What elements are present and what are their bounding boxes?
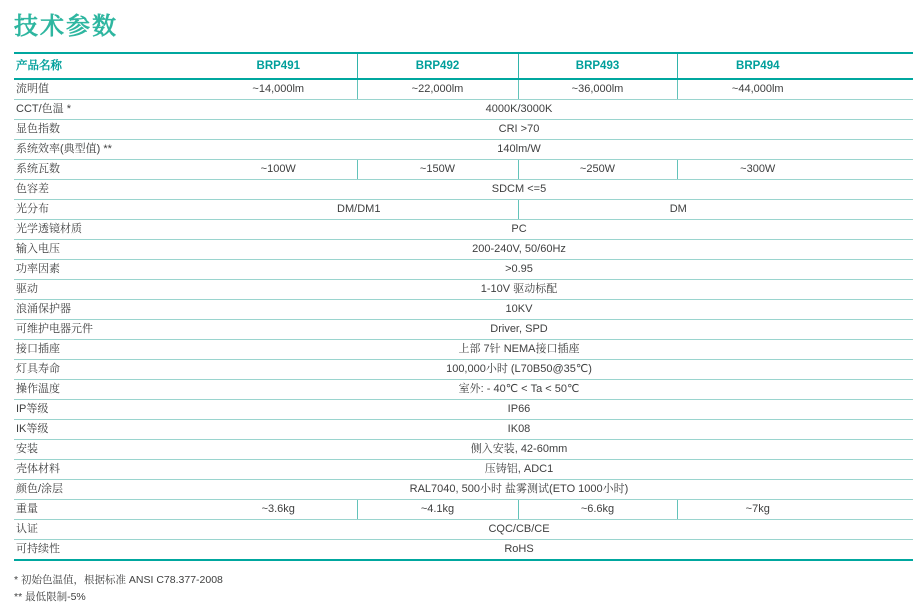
table-row bbox=[14, 180, 913, 200]
row-value: ~14,000lm bbox=[200, 79, 357, 100]
row-filler bbox=[838, 300, 913, 320]
row-filler bbox=[838, 420, 913, 440]
row-label: 输入电压 bbox=[14, 240, 200, 260]
table-row bbox=[14, 260, 913, 280]
footnotes bbox=[14, 572, 913, 606]
row-label: 驱动 bbox=[14, 280, 200, 300]
row-value: ~150W bbox=[357, 160, 518, 180]
table-row bbox=[14, 120, 913, 140]
table-row bbox=[14, 340, 913, 360]
row-filler bbox=[838, 260, 913, 280]
table-row bbox=[14, 500, 913, 520]
row-filler bbox=[838, 280, 913, 300]
row-filler bbox=[838, 340, 913, 360]
row-value: 室外: - 40℃ < Ta < 50℃ bbox=[200, 380, 838, 400]
row-label: 色容差 bbox=[14, 180, 200, 200]
row-filler bbox=[838, 160, 913, 180]
header-product-brp494: BRP494 bbox=[677, 53, 838, 79]
table-row bbox=[14, 79, 913, 100]
header-filler bbox=[838, 53, 913, 79]
row-value: RoHS bbox=[200, 540, 838, 561]
row-label: 灯具寿命 bbox=[14, 360, 200, 380]
row-value: ~100W bbox=[200, 160, 357, 180]
table-row bbox=[14, 540, 913, 561]
row-value: ~250W bbox=[518, 160, 677, 180]
row-label: IP等级 bbox=[14, 400, 200, 420]
table-row bbox=[14, 300, 913, 320]
row-value: 100,000小时 (L70B50@35℃) bbox=[200, 360, 838, 380]
row-value: 侧入安装, 42-60mm bbox=[200, 440, 838, 460]
row-value: 压铸铝, ADC1 bbox=[200, 460, 838, 480]
row-label: 光分布 bbox=[14, 200, 200, 220]
spec-table bbox=[14, 52, 913, 561]
row-value: ~44,000lm bbox=[677, 79, 838, 100]
footnote-cct: * 初始色温值，根据标准 ANSI C78.377-2008 bbox=[14, 574, 223, 586]
row-filler bbox=[838, 440, 913, 460]
row-value: ~7kg bbox=[677, 500, 838, 520]
header-product-brp492: BRP492 bbox=[357, 53, 518, 79]
row-value: ~6.6kg bbox=[518, 500, 677, 520]
row-label: 系统效率(典型值) ** bbox=[14, 140, 200, 160]
row-filler bbox=[838, 460, 913, 480]
table-row bbox=[14, 220, 913, 240]
row-label: CCT/色温 * bbox=[14, 100, 200, 120]
row-label: 可维护电器元件 bbox=[14, 320, 200, 340]
row-value: 4000K/3000K bbox=[200, 100, 838, 120]
row-value: IP66 bbox=[200, 400, 838, 420]
table-header-row bbox=[14, 53, 913, 79]
row-filler bbox=[838, 520, 913, 540]
row-filler bbox=[838, 220, 913, 240]
table-row bbox=[14, 280, 913, 300]
row-filler bbox=[838, 100, 913, 120]
table-row bbox=[14, 420, 913, 440]
row-value: ~3.6kg bbox=[200, 500, 357, 520]
row-filler bbox=[838, 140, 913, 160]
row-value: ~36,000lm bbox=[518, 79, 677, 100]
table-row bbox=[14, 400, 913, 420]
row-filler bbox=[838, 400, 913, 420]
table-row bbox=[14, 320, 913, 340]
row-value: 200-240V, 50/60Hz bbox=[200, 240, 838, 260]
table-row bbox=[14, 520, 913, 540]
table-row bbox=[14, 380, 913, 400]
row-value: 上部 7针 NEMA接口插座 bbox=[200, 340, 838, 360]
row-label: 显色指数 bbox=[14, 120, 200, 140]
table-row bbox=[14, 140, 913, 160]
row-filler bbox=[838, 360, 913, 380]
row-value: >0.95 bbox=[200, 260, 838, 280]
row-label: 接口插座 bbox=[14, 340, 200, 360]
page-title: 技术参数 bbox=[14, 13, 118, 40]
row-value: 10KV bbox=[200, 300, 838, 320]
row-value: 1-10V 驱动标配 bbox=[200, 280, 838, 300]
row-filler bbox=[838, 180, 913, 200]
row-value: DM/DM1 bbox=[200, 200, 518, 220]
footnote-efficiency: ** 最低限制-5% bbox=[14, 591, 86, 603]
header-product-name: 产品名称 bbox=[14, 53, 200, 79]
row-filler bbox=[838, 320, 913, 340]
row-label: 功率因素 bbox=[14, 260, 200, 280]
row-value: RAL7040, 500小时 盐雾测试(ETO 1000小时) bbox=[200, 480, 838, 500]
row-value: SDCM <=5 bbox=[200, 180, 838, 200]
row-label: 认证 bbox=[14, 520, 200, 540]
row-value: 140lm/W bbox=[200, 140, 838, 160]
row-value: ~4.1kg bbox=[357, 500, 518, 520]
row-label: 光学透镜材质 bbox=[14, 220, 200, 240]
row-label: 可持续性 bbox=[14, 540, 200, 561]
row-label: 安装 bbox=[14, 440, 200, 460]
row-filler bbox=[838, 79, 913, 100]
table-row bbox=[14, 160, 913, 180]
header-product-brp491: BRP491 bbox=[200, 53, 357, 79]
row-filler bbox=[838, 240, 913, 260]
row-label: 颜色/涂层 bbox=[14, 480, 200, 500]
table-row bbox=[14, 480, 913, 500]
row-value: ~300W bbox=[677, 160, 838, 180]
row-label: 重量 bbox=[14, 500, 200, 520]
row-label: 系统瓦数 bbox=[14, 160, 200, 180]
row-label: 浪涌保护器 bbox=[14, 300, 200, 320]
row-filler bbox=[838, 200, 913, 220]
row-value: Driver, SPD bbox=[200, 320, 838, 340]
table-row bbox=[14, 440, 913, 460]
row-value: ~22,000lm bbox=[357, 79, 518, 100]
table-row bbox=[14, 200, 913, 220]
row-value: CRI >70 bbox=[200, 120, 838, 140]
row-value: DM bbox=[518, 200, 838, 220]
row-value: IK08 bbox=[200, 420, 838, 440]
header-product-brp493: BRP493 bbox=[518, 53, 677, 79]
row-value: PC bbox=[200, 220, 838, 240]
row-label: 流明值 bbox=[14, 79, 200, 100]
row-label: IK等级 bbox=[14, 420, 200, 440]
table-row bbox=[14, 240, 913, 260]
table-row bbox=[14, 460, 913, 480]
row-filler bbox=[838, 500, 913, 520]
row-value: CQC/CB/CE bbox=[200, 520, 838, 540]
row-filler bbox=[838, 380, 913, 400]
row-filler bbox=[838, 480, 913, 500]
row-filler bbox=[838, 120, 913, 140]
row-label: 操作温度 bbox=[14, 380, 200, 400]
table-row bbox=[14, 100, 913, 120]
row-filler bbox=[838, 540, 913, 561]
table-row bbox=[14, 360, 913, 380]
row-label: 壳体材料 bbox=[14, 460, 200, 480]
